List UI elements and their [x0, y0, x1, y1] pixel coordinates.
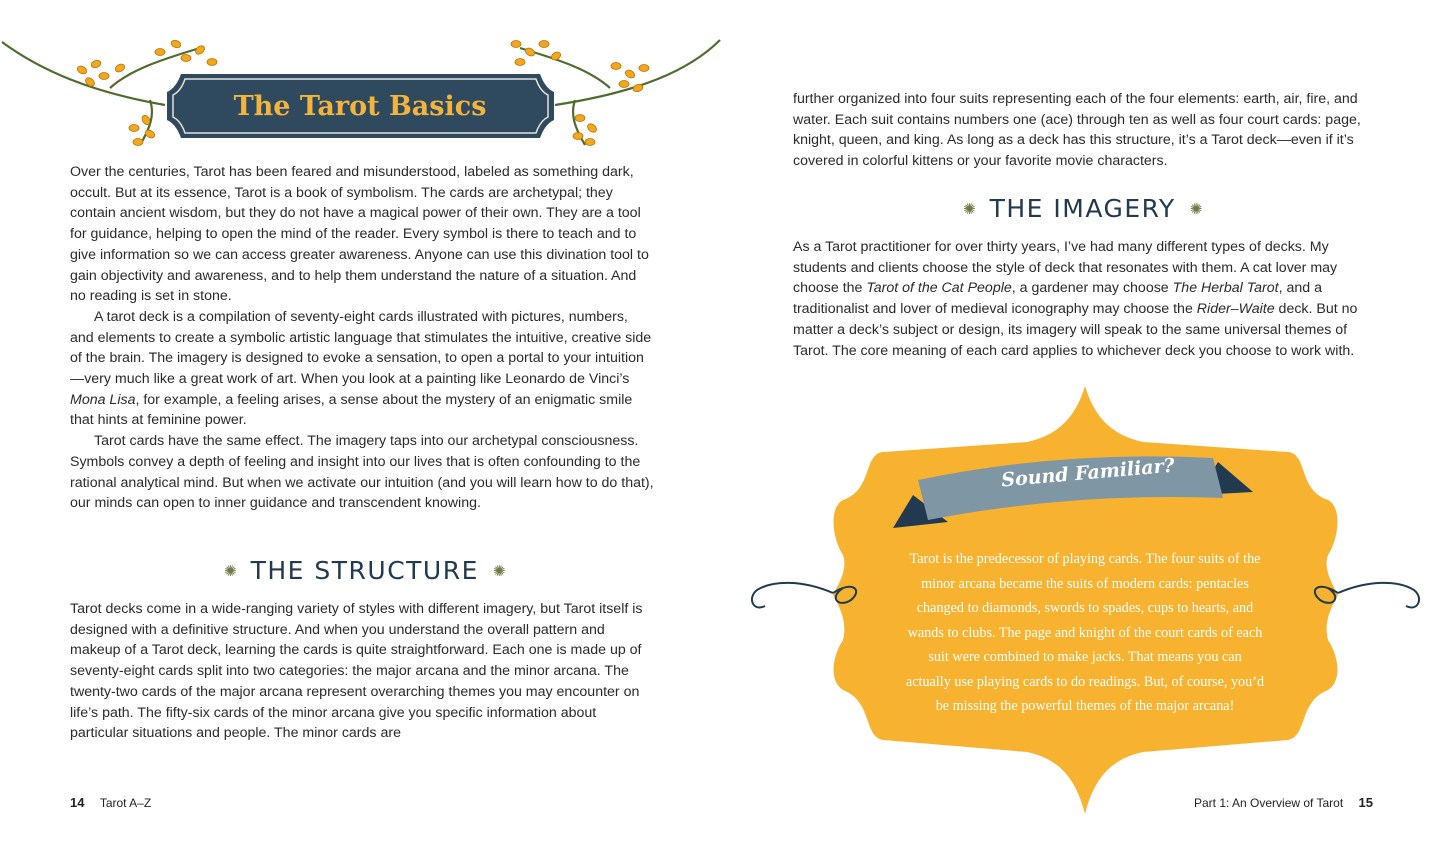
- folio-right: Part 1: An Overview of Tarot 15: [1194, 795, 1373, 810]
- ornament-star-icon: ✺: [492, 561, 506, 580]
- paragraph: Tarot cards have the same effect. The imagery taps into our archetypal consciousness. Symbols convey a depth of feeling and insight into our lives that is often confounding to the rational analytical mind. But when we activate our intuition (and you will learn how to do that), our minds can open to inner guidance and transcendent knowing.: [70, 433, 654, 512]
- intro-text: [70, 162, 654, 514]
- paragraph: Tarot decks come in a wide-ranging variety of styles with different imagery, but Tarot itself is designed with a definitive structure. And when you understand the overall pattern and makeup of a Tarot deck, learning the cards is quite straightforward. Each one is made up of seventy-eight cards split into two categories: the major arcana and the minor arcana. The twenty-two cards of the major arcana represent overarching themes you may encounter on life’s path. The fifty-six cards of the minor arcana give you specific information about particular situations and people. The minor cards are: [70, 601, 643, 742]
- paragraph: As a Tarot practitioner for over thirty years, I’ve had many different types of decks. My students and clients choose the style of deck that resonates with them. A cat lover may choose the Tarot of the Cat People, a gardener may choose The Herbal Tarot, and a traditionalist and lover of medieval iconography may choose the Rider–Waite deck. But no matter a deck’s subject or design, its imagery will speak to the same universal themes of Tarot. The core meaning of each card applies to whichever deck you choose to work with.: [793, 239, 1358, 359]
- page-title: The Tarot Basics: [233, 90, 487, 122]
- folio-left: 14 Tarot A–Z: [70, 795, 152, 810]
- paragraph: further organized into four suits representing each of the four elements: earth, air, fire, and water. Each suit contains numbers one (ace) through ten as well as four court cards: page, knight, queen, and king. As long as a deck has this structure, it’s a Tarot deck—even if it’s covered in colorful kittens or your favorite movie characters.: [793, 91, 1361, 170]
- paragraph: Over the centuries, Tarot has been feared and misunderstood, labeled as something dark, occult. But at its essence, Tarot is a book of symbolism. The cards are archetypal; they contain ancient wisdom, but they do not have a magical power of their own. They are a tool for guidance, helping to open the mind of the reader. Every symbol is there to teach and to give information so we can access greater awareness. Anyone can use this divination tool to gain objectivity and awareness, and to help them understand the nature of a situation. And no reading is set in stone.: [70, 164, 649, 305]
- paragraph: A tarot deck is a compilation of seventy-eight cards illustrated with pictures, numbers, and elements to create a symbolic artistic language that stimulates the intuitive, creative side of the brain. The imagery is designed to evoke a sensation, to open a portal to your intuition—very much like a great work of art. When you look at a painting like Leonardo de Vinci’s Mona Lisa, for example, a feeling arises, a sense about the mystery of an enigmatic smile that hints at feminine power.: [70, 308, 652, 429]
- sidebar-title: Sound Familiar?: [1000, 454, 1176, 492]
- imagery-text: [793, 237, 1378, 361]
- structure-heading: ✺ THE STRUCTURE ✺: [224, 556, 506, 585]
- structure-text: [70, 599, 654, 744]
- ornament-star-icon: ✺: [963, 199, 976, 218]
- left-page: [0, 0, 722, 851]
- sidebar-text: Tarot is the predecessor of playing cards. The four suits of the minor arcana became the suits of modern cards: pentacles changed to diamonds, swords to spades, cups to hearts, and wands to clubs. The page and knight of the court cards of each suit were combined to make jacks. That means you can actually use playing cards to do readings. But, of course, you’d be missing the powerful themes of the major arcana!: [905, 551, 1265, 714]
- imagery-heading: ✺ THE IMAGERY ✺: [963, 194, 1203, 223]
- continuation-text: [793, 89, 1378, 172]
- right-page: [723, 0, 1445, 851]
- ornament-star-icon: ✺: [1189, 199, 1203, 218]
- ornament-star-icon: ✺: [224, 561, 237, 580]
